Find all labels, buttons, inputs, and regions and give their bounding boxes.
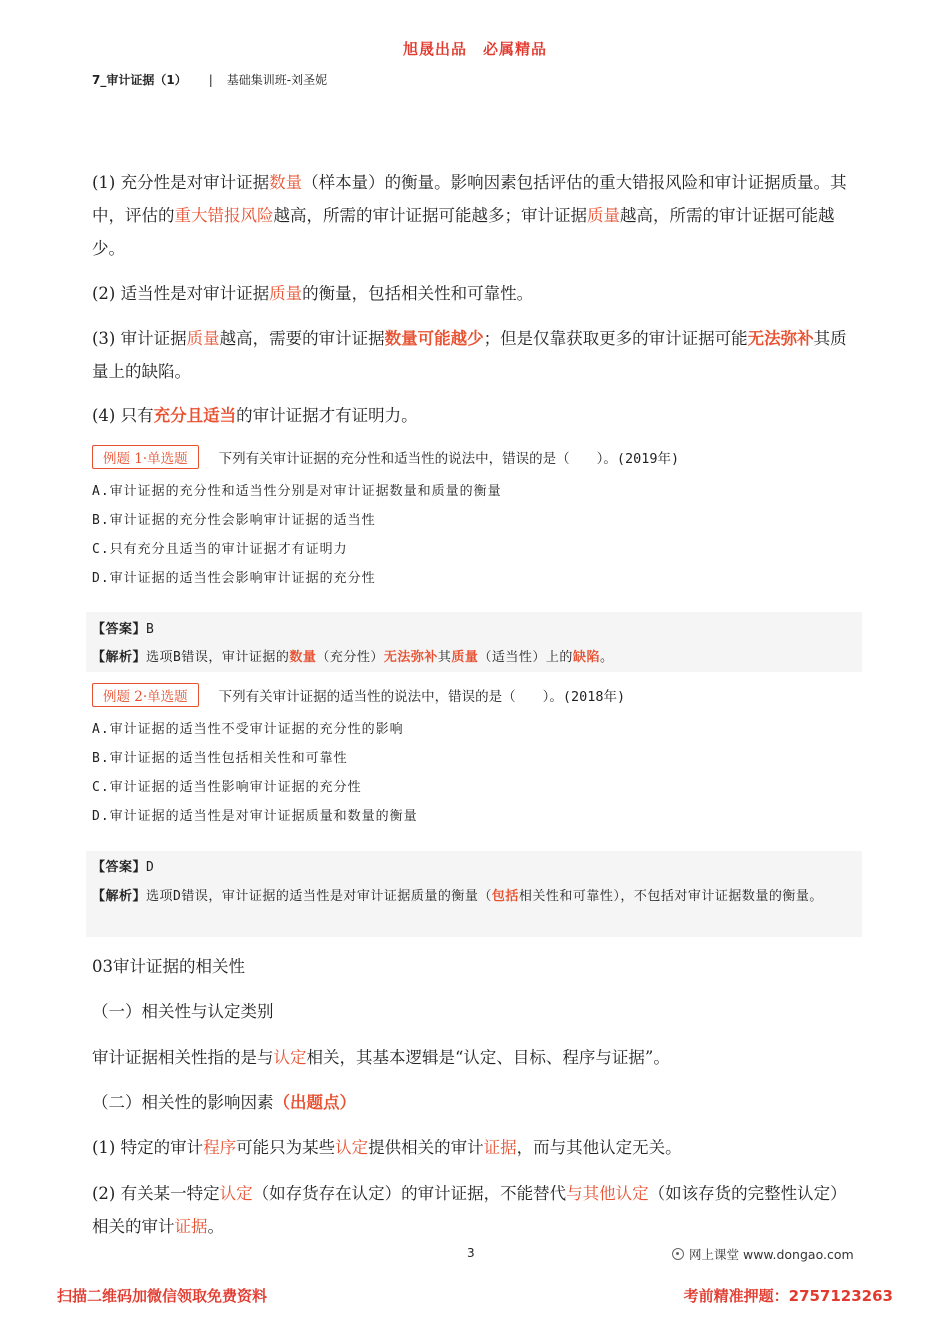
text: 越高，所需的审计证据可能越少。 <box>92 206 835 258</box>
highlight: 证据 <box>483 1138 517 1157</box>
question-1-option-a: A.审计证据的充分性和适当性分别是对审计证据数量和质量的衡量 <box>92 484 502 499</box>
highlight: 无法弥补 <box>747 329 814 348</box>
highlight: 重大错报风险 <box>174 206 274 225</box>
footer-brand <box>672 1245 854 1263</box>
course-name: 基础集训班-刘圣妮 <box>226 73 328 87</box>
answer-label: 【答案】 <box>92 860 147 875</box>
text: 的审计证据才有证明力。 <box>236 406 418 425</box>
chapter-title: 7_审计证据（1） <box>92 73 187 87</box>
text: (4) 只有 <box>92 406 154 425</box>
text: ，而与其他认定无关。 <box>516 1138 682 1157</box>
text: （样本量）的衡量。影响因素包括评估的重大错报风险和审计证据质量。其中，评估的 <box>92 173 847 225</box>
footer-promo-right: 考前精准押题：2757123263 <box>683 1287 893 1305</box>
text: （充分性） <box>316 650 384 665</box>
text: 。 <box>207 1217 224 1236</box>
text: （二）相关性的影响因素 <box>92 1093 274 1112</box>
question-1-badge: 例题 1·单选题 <box>92 445 199 469</box>
highlight: 数量可能越少 <box>384 329 484 348</box>
paragraph-quality-quantity <box>92 322 862 388</box>
highlight: 程序 <box>203 1138 237 1157</box>
text: 提供相关的审计 <box>368 1138 484 1157</box>
highlight: 缺陷 <box>572 650 600 665</box>
question-2-option-a: A.审计证据的适当性不受审计证据的充分性的影响 <box>92 722 404 737</box>
highlight: 证据 <box>174 1217 208 1236</box>
text: （如存货存在认定）的审计证据，不能替代 <box>252 1184 567 1203</box>
highlight: 认定 <box>219 1184 253 1203</box>
answer-value: D <box>146 860 155 875</box>
analysis-label: 【解析】 <box>92 889 147 904</box>
question-1-analysis <box>92 643 862 672</box>
highlight: 充分且适当 <box>153 406 237 425</box>
answer-label: 【答案】 <box>92 622 147 637</box>
text: (2) 有关某一特定 <box>92 1184 220 1203</box>
question-1-header <box>92 445 862 469</box>
text: 其 <box>437 650 452 665</box>
text: 越高，需要的审计证据 <box>219 329 385 348</box>
question-2-option-b: B.审计证据的适当性包括相关性和可靠性 <box>92 751 348 766</box>
question-1-answer <box>92 615 862 644</box>
highlight: 质量 <box>186 329 220 348</box>
question-2-analysis <box>92 882 862 911</box>
footer-promo-left: 扫描二维码加微信领取免费资料 <box>57 1287 268 1305</box>
text: 审计证据相关性指的是与 <box>92 1048 274 1067</box>
brand-text: 网上课堂 www.dongao.com <box>689 1247 854 1262</box>
text: (1) 特定的审计 <box>92 1138 204 1157</box>
page-header <box>92 71 327 88</box>
page-number: 3 <box>467 1246 475 1260</box>
highlight: （出题点） <box>273 1093 356 1112</box>
question-2-stem: 下列有关审计证据的适当性的说法中，错误的是（ ）。(2018年) <box>218 689 626 705</box>
question-2-answer <box>92 853 862 882</box>
top-banner: 旭晟出品 必属精品 <box>402 40 547 58</box>
question-2-header <box>92 683 862 707</box>
highlight: 数量 <box>269 173 303 192</box>
subsection-heading-2 <box>92 1086 862 1119</box>
text: （适当性）上的 <box>478 650 573 665</box>
question-2-badge: 例题 2·单选题 <box>92 683 199 707</box>
header-separator: | <box>208 73 213 87</box>
text: 选项B错误，审计证据的 <box>146 650 290 665</box>
section-heading-relevance: 03审计证据的相关性 <box>92 957 245 976</box>
brand-logo-icon <box>672 1248 684 1260</box>
highlight: 质量 <box>451 650 479 665</box>
question-2-option-d: D.审计证据的适当性是对审计证据质量和数量的衡量 <box>92 809 418 824</box>
text: 。 <box>599 650 614 665</box>
paragraph-factor-1 <box>92 1131 862 1164</box>
text: 越高，所需的审计证据可能越多；审计证据 <box>273 206 587 225</box>
paragraph-sufficiency <box>92 166 862 265</box>
paragraph-relevance-definition <box>92 1041 862 1074</box>
text: 相关，其基本逻辑是“认定、目标、程序与证据”。 <box>306 1048 670 1067</box>
question-1-option-d: D.审计证据的适当性会影响审计证据的充分性 <box>92 571 376 586</box>
analysis-label: 【解析】 <box>92 650 147 665</box>
text: (1) 充分性是对审计证据 <box>92 173 270 192</box>
question-1-stem: 下列有关审计证据的充分性和适当性的说法中，错误的是（ ）。(2019年) <box>218 451 680 467</box>
text: 的衡量，包括相关性和可靠性。 <box>302 284 534 303</box>
highlight: 质量 <box>269 284 303 303</box>
question-1-option-c: C.只有充分且适当的审计证据才有证明力 <box>92 542 348 557</box>
text: 相关性和可靠性），不包括对审计证据数量的衡量。 <box>518 889 823 904</box>
paragraph-proof-power <box>92 399 862 432</box>
question-1-option-b: B.审计证据的充分性会影响审计证据的适当性 <box>92 513 376 528</box>
highlight: 认定 <box>273 1048 307 1067</box>
highlight: 数量 <box>289 650 317 665</box>
highlight: 认定 <box>335 1138 369 1157</box>
text: 其质量上的缺陷。 <box>92 329 847 381</box>
text: 选项D错误，审计证据的适当性是对审计证据质量的衡量（ <box>146 889 492 904</box>
highlight: 与其他认定 <box>566 1184 649 1203</box>
highlight: 质量 <box>587 206 620 225</box>
paragraph-factor-2 <box>92 1177 862 1243</box>
text: (3) 审计证据 <box>92 329 187 348</box>
text: （如该存货的完整性认定）相关的审计 <box>92 1184 847 1236</box>
text: ；但是仅靠获取更多的审计证据可能 <box>483 329 748 348</box>
text: (2) 适当性是对审计证据 <box>92 284 270 303</box>
paragraph-appropriateness <box>92 277 862 310</box>
question-2-option-c: C.审计证据的适当性影响审计证据的充分性 <box>92 780 362 795</box>
subsection-heading-1: （一）相关性与认定类别 <box>92 1002 274 1021</box>
text: 可能只为某些 <box>236 1138 336 1157</box>
highlight: 包括 <box>491 889 519 904</box>
answer-value: B <box>146 622 155 637</box>
highlight: 无法弥补 <box>383 650 438 665</box>
